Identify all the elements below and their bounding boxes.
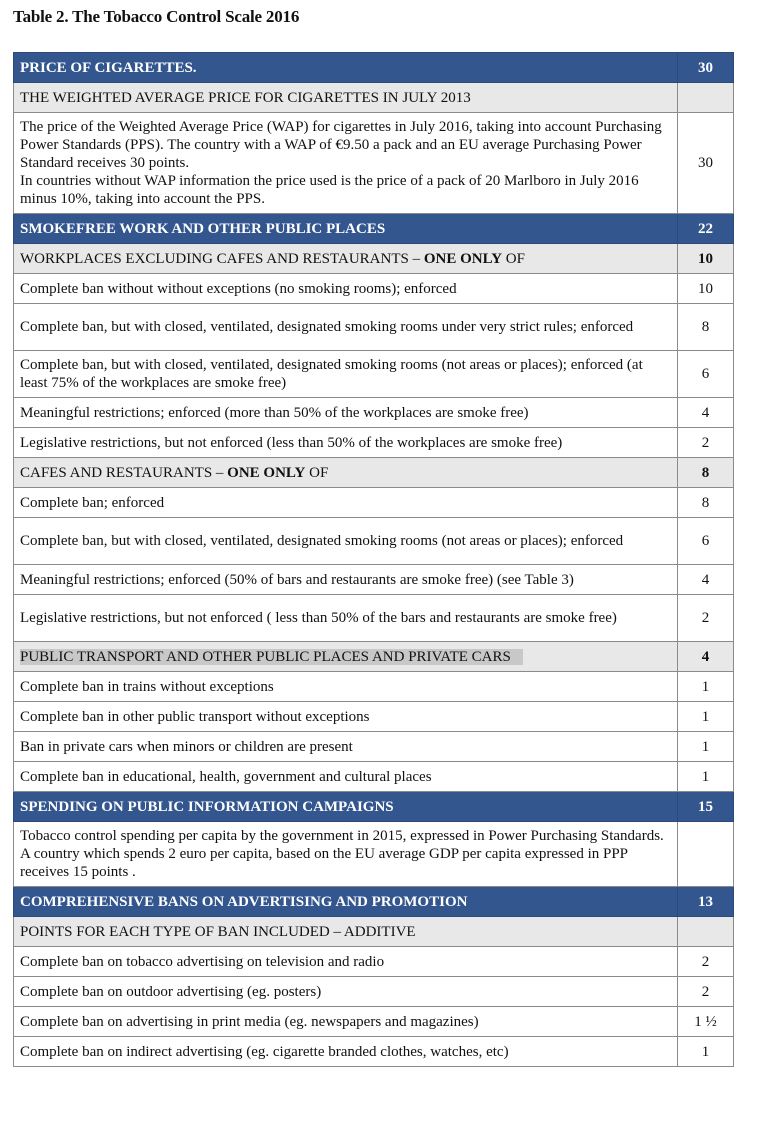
item-label: Complete ban; enforced xyxy=(14,488,678,518)
label-text: CAFES AND RESTAURANTS – xyxy=(20,464,228,481)
item-points: 1 xyxy=(678,762,734,792)
item-points: 8 xyxy=(678,488,734,518)
subsection-label: THE WEIGHTED AVERAGE PRICE FOR CIGARETTES IN JULY 2013 xyxy=(14,83,678,113)
subsection-points: 8 xyxy=(678,458,734,488)
subsection-row xyxy=(14,642,734,672)
item-points: 10 xyxy=(678,274,734,304)
subsection-points xyxy=(678,83,734,113)
label-emphasis: ONE ONLY xyxy=(227,464,306,481)
table-row xyxy=(14,672,734,702)
item-points: 30 xyxy=(678,113,734,214)
item-label: Complete ban on outdoor advertising (eg. posters) xyxy=(14,977,678,1007)
table-row xyxy=(14,428,734,458)
section-row-price xyxy=(14,53,734,83)
item-label: Meaningful restrictions; enforced (more than 50% of the workplaces are smoke free) xyxy=(14,398,678,428)
item-label: Complete ban, but with closed, ventilated, designated smoking rooms under very strict rules; enforced xyxy=(14,304,678,351)
item-label: Complete ban, but with closed, ventilated, designated smoking rooms (not areas or places); enforced (at least 75% of the workplaces are smoke free) xyxy=(14,351,678,398)
item-points: 2 xyxy=(678,595,734,642)
subsection-label xyxy=(14,458,678,488)
item-label: Legislative restrictions, but not enforced (less than 50% of the workplaces are smoke free) xyxy=(14,428,678,458)
item-points: 1 ½ xyxy=(678,1007,734,1037)
item-label: Complete ban on tobacco advertising on television and radio xyxy=(14,947,678,977)
subsection-points: 4 xyxy=(678,642,734,672)
section-points: 15 xyxy=(678,792,734,822)
item-points: 2 xyxy=(678,428,734,458)
item-label: Legislative restrictions, but not enforced ( less than 50% of the bars and restaurants are smoke free) xyxy=(14,595,678,642)
section-points: 22 xyxy=(678,214,734,244)
table-row xyxy=(14,595,734,642)
table-row xyxy=(14,488,734,518)
subsection-points xyxy=(678,917,734,947)
description-row xyxy=(14,822,734,887)
section-row-campaigns xyxy=(14,792,734,822)
description-line: Tobacco control spending per capita by the government in 2015, expressed in Power Purchasing Standards. A country which spends 2 euro per capita, based on the EU average GDP per capita expressed in PPP receives 15 points . xyxy=(20,828,664,880)
item-label: Meaningful restrictions; enforced (50% of bars and restaurants are smoke free) (see Table 3) xyxy=(14,565,678,595)
item-points: 1 xyxy=(678,702,734,732)
item-points: 1 xyxy=(678,1037,734,1067)
item-points: 1 xyxy=(678,672,734,702)
section-label: COMPREHENSIVE BANS ON ADVERTISING AND PROMOTION xyxy=(14,887,678,917)
table-row xyxy=(14,351,734,398)
table-row xyxy=(14,762,734,792)
item-points: 6 xyxy=(678,351,734,398)
description-row xyxy=(14,113,734,214)
subsection-row xyxy=(14,917,734,947)
table-row xyxy=(14,947,734,977)
table-row xyxy=(14,1037,734,1067)
item-points: 6 xyxy=(678,518,734,565)
table-row xyxy=(14,274,734,304)
item-label: Complete ban in educational, health, government and cultural places xyxy=(14,762,678,792)
item-label: Complete ban, but with closed, ventilated, designated smoking rooms (not areas or places); enforced xyxy=(14,518,678,565)
subsection-row xyxy=(14,458,734,488)
item-points: 2 xyxy=(678,977,734,1007)
subsection-points: 10 xyxy=(678,244,734,274)
table-row xyxy=(14,977,734,1007)
item-points: 2 xyxy=(678,947,734,977)
label-text: OF xyxy=(305,464,329,481)
description-text xyxy=(14,822,678,887)
description-line: In countries without WAP information the price used is the price of a pack of 20 Marlboro in July 2016 minus 10%, taking into account the PPS. xyxy=(20,173,639,207)
item-points: 1 xyxy=(678,732,734,762)
item-points: 8 xyxy=(678,304,734,351)
description-line: The price of the Weighted Average Price (WAP) for cigarettes in July 2016, taking into account Purchasing Power Standards (PPS). The country with a WAP of €9.50 a pack and an EU average Purchasing Power Standard receives 30 points. xyxy=(20,119,662,171)
item-label: Complete ban on indirect advertising (eg. cigarette branded clothes, watches, etc) xyxy=(14,1037,678,1067)
section-points: 13 xyxy=(678,887,734,917)
description-text xyxy=(14,113,678,214)
item-label: Complete ban without without exceptions (no smoking rooms); enforced xyxy=(14,274,678,304)
table-row xyxy=(14,518,734,565)
table-row xyxy=(14,1007,734,1037)
highlighted-label: PUBLIC TRANSPORT AND OTHER PUBLIC PLACES AND PRIVATE CARS xyxy=(20,649,523,665)
label-text: OF xyxy=(502,250,525,267)
section-row-smokefree xyxy=(14,214,734,244)
label-text: WORKPLACES EXCLUDING CAFES AND RESTAURANTS – xyxy=(20,250,424,267)
table-row xyxy=(14,304,734,351)
subsection-label xyxy=(14,244,678,274)
subsection-row xyxy=(14,244,734,274)
tobacco-control-scale-table xyxy=(13,52,734,1067)
item-points: 4 xyxy=(678,565,734,595)
subsection-row xyxy=(14,83,734,113)
section-points: 30 xyxy=(678,53,734,83)
subsection-label xyxy=(14,642,678,672)
section-label: SMOKEFREE WORK AND OTHER PUBLIC PLACES xyxy=(14,214,678,244)
item-label: Ban in private cars when minors or children are present xyxy=(14,732,678,762)
item-label: Complete ban in trains without exceptions xyxy=(14,672,678,702)
table-row xyxy=(14,702,734,732)
table-row xyxy=(14,565,734,595)
subsection-label: POINTS FOR EACH TYPE OF BAN INCLUDED – ADDITIVE xyxy=(14,917,678,947)
item-label: Complete ban on advertising in print media (eg. newspapers and magazines) xyxy=(14,1007,678,1037)
item-points xyxy=(678,822,734,887)
section-row-advertising xyxy=(14,887,734,917)
label-emphasis: ONE ONLY xyxy=(423,250,503,267)
table-row xyxy=(14,732,734,762)
table-title: Table 2. The Tobacco Control Scale 2016 xyxy=(13,7,300,26)
item-points: 4 xyxy=(678,398,734,428)
section-label: SPENDING ON PUBLIC INFORMATION CAMPAIGNS xyxy=(14,792,678,822)
section-label: PRICE OF CIGARETTES. xyxy=(14,53,678,83)
item-label: Complete ban in other public transport without exceptions xyxy=(14,702,678,732)
table-row xyxy=(14,398,734,428)
